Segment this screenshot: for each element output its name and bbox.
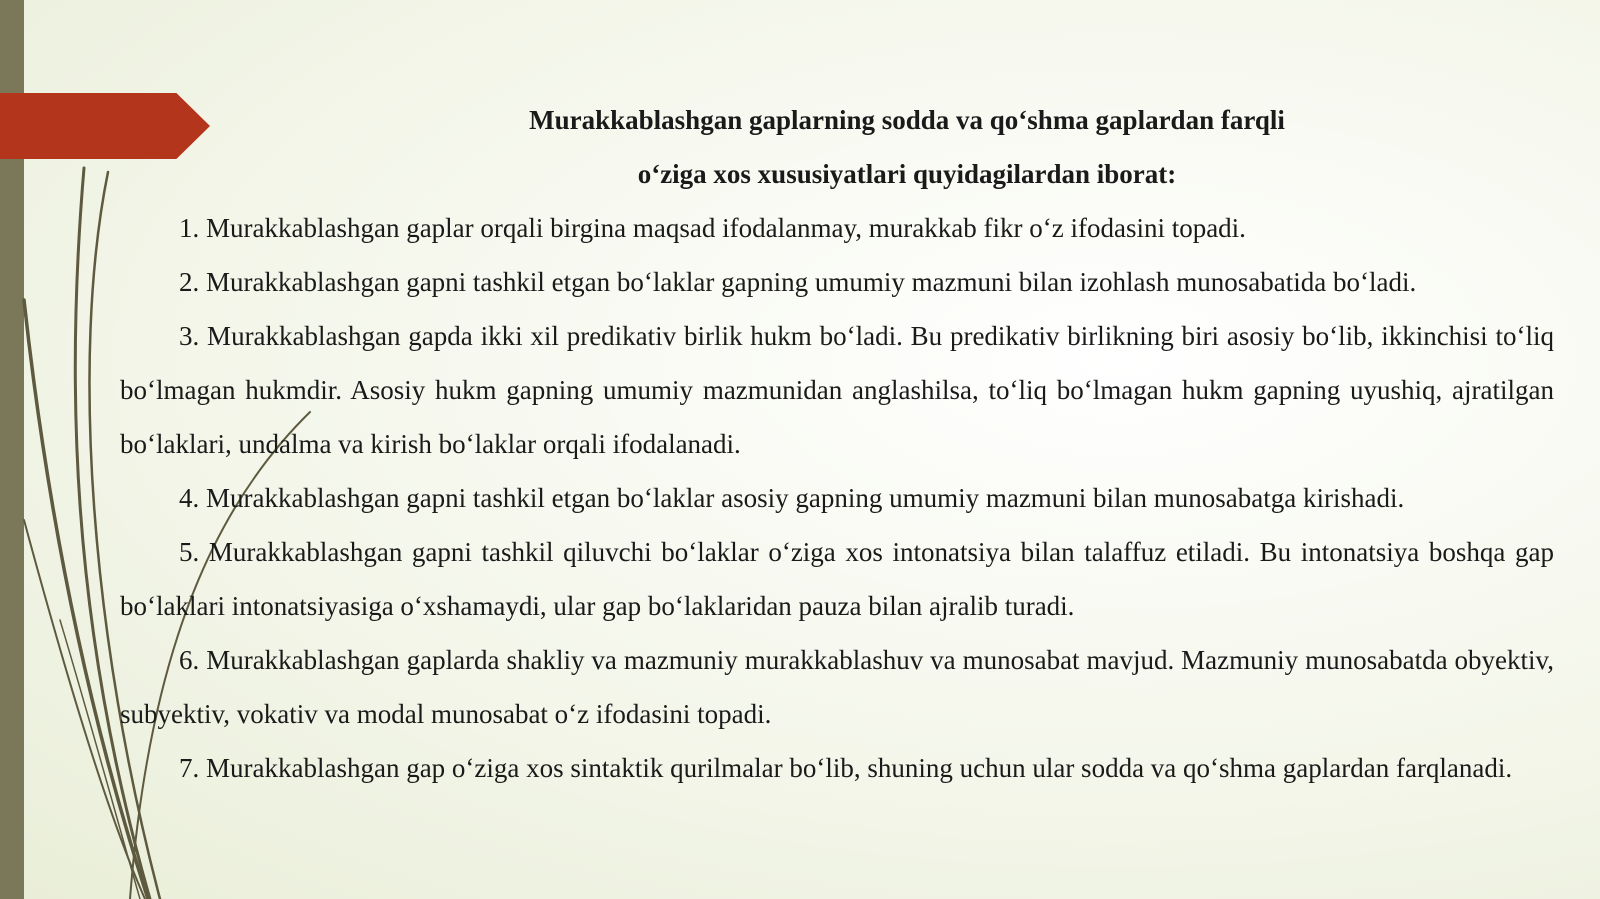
list-item-6: 6. Murakkablashgan gaplarda shakliy va mazmuniy murakkablashuv va munosabat mavjud. Mazmuniy munosabatda obyektiv, subyektiv, vokativ va modal munosabat o‘z ifodasini topadi. [120,645,1554,729]
slide-title-line-1: Murakkablashgan gaplarning sodda va qo‘shma gaplardan farqli [529,105,1285,135]
list-item-1: 1. Murakkablashgan gaplar orqali birgina maqsad ifodalanmay, murakkab fikr o‘z ifodasini topadi. [179,213,1246,243]
list-item-3: 3. Murakkablashgan gapda ikki xil predikativ birlik hukm bo‘ladi. Bu predikativ birlikning biri asosiy bo‘lib, ikkinchisi to‘liq bo‘lmagan hukmdir. Asosiy hukm gapning umumiy mazmunidan anglashilsa, to‘liq bo‘lmagan hukm gapning uyushiq, ajratilgan bo‘laklari, undalma va kirish bo‘laklar orqali ifodalanadi. [120,321,1554,459]
list-item-2: 2. Murakkablashgan gapni tashkil etgan bo‘laklar gapning umumiy mazmuni bilan izohlash munosabatida bo‘ladi. [179,267,1417,297]
list-item-4: 4. Murakkablashgan gapni tashkil etgan bo‘laklar asosiy gapning umumiy mazmuni bilan munosabatga kirishadi. [179,483,1405,513]
list-item-5: 5. Murakkablashgan gapni tashkil qiluvchi bo‘laklar o‘ziga xos intonatsiya bilan talaffuz etiladi. Bu intonatsiya boshqa gap bo‘laklari intonatsiyasiga o‘xshamaydi, ular gap bo‘laklaridan pauza bilan ajralib turadi. [120,537,1554,621]
slide-content [120,93,1554,795]
slide-title-line-2: o‘ziga xos xususiyatlari quyidagilardan iborat: [637,159,1177,189]
list-item-7: 7. Murakkablashgan gap o‘ziga xos sintaktik qurilmalar bo‘lib, shuning uchun ular sodda va qo‘shma gaplardan farqlanadi. [179,753,1513,783]
